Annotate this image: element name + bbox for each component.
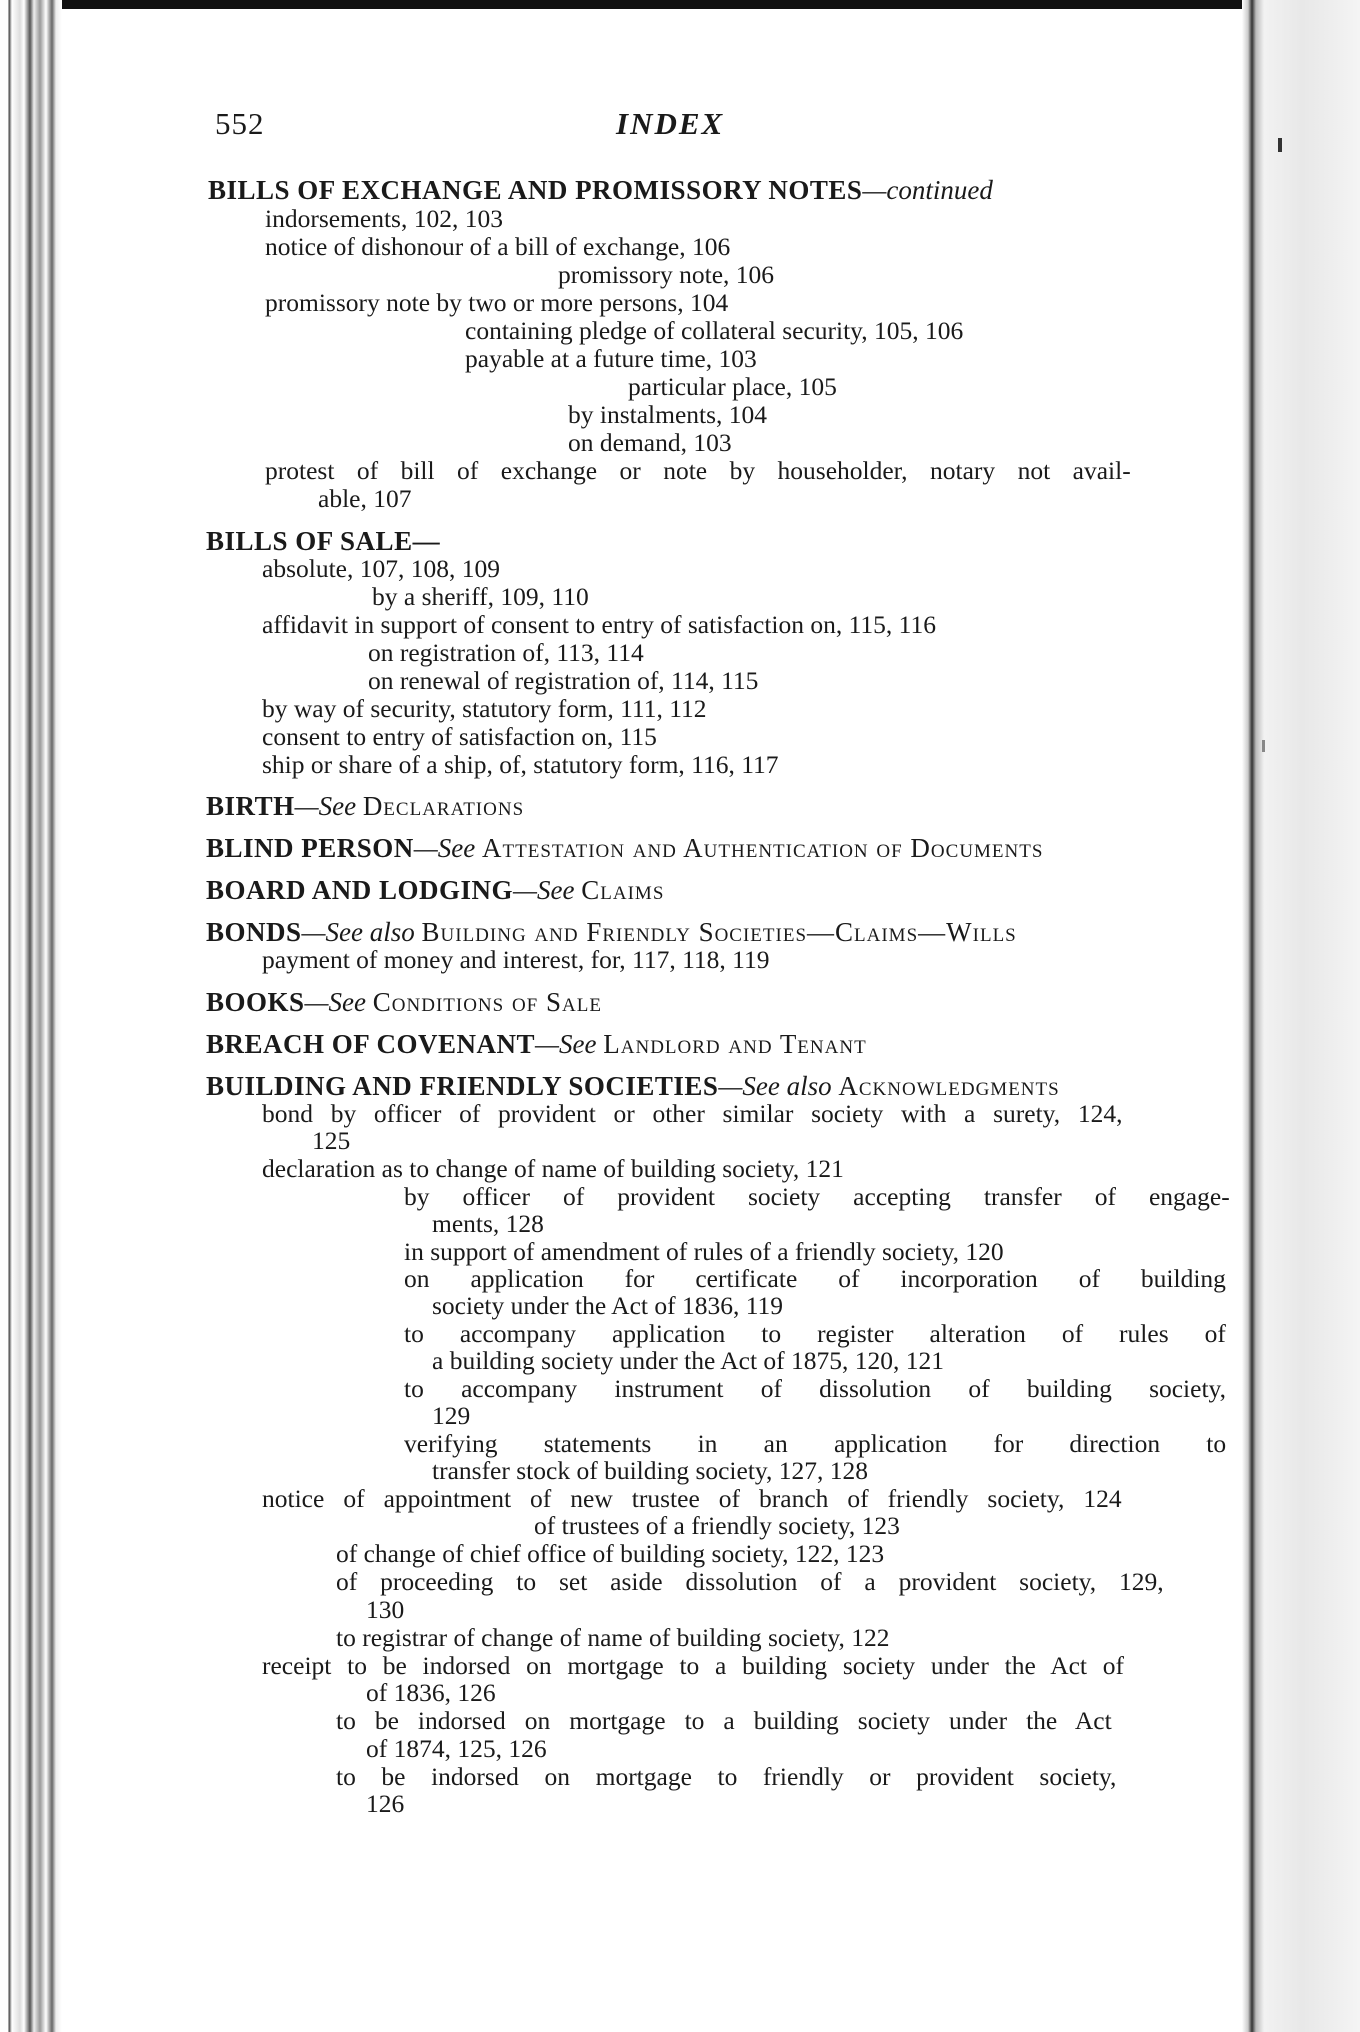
index-subentry: a building society under the Act of 1875, 120, 121: [432, 1346, 945, 1375]
index-subentry: in support of amendment of rules of a friendly society, 120: [404, 1237, 1004, 1266]
index-subentry: declaration as to change of name of building society, 121: [262, 1154, 844, 1183]
index-subentry: notice of appointment of new trustee of branch of friendly society, 124: [262, 1484, 1122, 1513]
index-subentry: 130: [366, 1595, 405, 1624]
index-subentry: payment of money and interest, for, 117, 118, 119: [262, 945, 770, 974]
index-subentry: on renewal of registration of, 114, 115: [368, 666, 759, 695]
index-subentry: to be indorsed on mortgage to friendly or provident society,: [336, 1762, 1117, 1791]
index-subentry: of proceeding to set aside dissolution of a provident society, 129,: [336, 1567, 1164, 1596]
index-heading: [206, 834, 1043, 862]
index-subentry: to accompany application to register alteration of rules of: [404, 1319, 1226, 1348]
index-subentry: on application for certificate of incorporation of building: [404, 1264, 1226, 1293]
index-subentry: indorsements, 102, 103: [265, 204, 503, 233]
index-heading: [206, 1030, 867, 1058]
index-subentry: absolute, 107, 108, 109: [262, 554, 500, 583]
index-subentry: containing pledge of collateral security, 105, 106: [465, 316, 964, 345]
index-heading: [206, 1072, 1060, 1100]
index-heading: [206, 918, 1017, 946]
index-subentry: of change of chief office of building society, 122, 123: [336, 1539, 885, 1568]
index-heading: [206, 876, 664, 904]
book-spine-edge: [0, 0, 62, 2032]
cross-reference-target: Attestation and Authentication of Documents: [482, 833, 1044, 863]
index-subentry: transfer stock of building society, 127, 128: [432, 1456, 869, 1485]
cross-reference-target: Acknowledgments: [838, 1071, 1060, 1101]
index-subentry: 129: [432, 1401, 471, 1430]
heading-term: BILLS OF SALE—: [206, 526, 441, 556]
index-subentry: receipt to be indorsed on mortgage to a building society under the Act of: [262, 1651, 1125, 1680]
cross-reference-label: —See: [513, 875, 582, 905]
index-subentry: promissory note, 106: [558, 260, 775, 289]
heading-term: BIRTH: [206, 791, 295, 821]
index-heading: [206, 527, 440, 555]
index-subentry: on demand, 103: [568, 428, 732, 457]
cross-reference-target: Conditions of Sale: [372, 987, 602, 1017]
index-subentry: ments, 128: [432, 1209, 544, 1238]
index-heading: [206, 988, 602, 1016]
index-subentry: consent to entry of satisfaction on, 115: [262, 722, 657, 751]
index-subentry: particular place, 105: [628, 372, 837, 401]
index-subentry: protest of bill of exchange or note by householder, notary not avail-: [265, 456, 1131, 485]
cross-reference-label: —See also: [301, 917, 422, 947]
page-number: 552: [215, 106, 265, 141]
running-head: INDEX: [616, 106, 725, 141]
index-subentry: able, 107: [318, 484, 412, 513]
cross-reference-label: —See: [294, 791, 363, 821]
cross-reference-target: Landlord and Tenant: [603, 1029, 867, 1059]
index-subentry: 125: [312, 1126, 351, 1155]
index-heading: [206, 792, 524, 820]
index-subentry: verifying statements in an application for direction to: [404, 1429, 1227, 1458]
heading-term: BLIND PERSON: [206, 833, 414, 863]
heading-term: BUILDING AND FRIENDLY SOCIETIES: [206, 1071, 719, 1101]
heading-term: BOOKS: [206, 987, 305, 1017]
cross-reference-label: —See: [413, 833, 483, 863]
index-subentry: by officer of provident society accepting transfer of engage-: [404, 1182, 1230, 1211]
cross-reference-target: Building and Friendly Societies—Claims—Wills: [421, 917, 1017, 947]
cross-reference-label: —See also: [718, 1071, 839, 1101]
index-subentry: to be indorsed on mortgage to a building society under the Act: [336, 1706, 1112, 1735]
index-subentry: bond by officer of provident or other similar society with a surety, 124,: [262, 1099, 1123, 1128]
index-subentry: to accompany instrument of dissolution of building society,: [404, 1374, 1227, 1403]
index-subentry: by way of security, statutory form, 111, 112: [262, 694, 707, 723]
index-subentry: of trustees of a friendly society, 123: [534, 1511, 900, 1540]
index-subentry: of 1836, 126: [366, 1678, 496, 1707]
index-subentry: notice of dishonour of a bill of exchange, 106: [265, 232, 731, 261]
index-subentry: society under the Act of 1836, 119: [432, 1291, 784, 1320]
index-subentry: affidavit in support of consent to entry of satisfaction on, 115, 116: [262, 610, 936, 639]
cross-reference-target: Claims: [581, 875, 665, 905]
heading-term: BOARD AND LODGING: [206, 875, 514, 905]
index-subentry: to registrar of change of name of building society, 122: [336, 1623, 890, 1652]
continued-note: —continued: [862, 175, 993, 205]
index-subentry: ship or share of a ship, of, statutory form, 116, 117: [262, 750, 779, 779]
index-subentry: payable at a future time, 103: [465, 344, 757, 373]
index-subentry: 126: [366, 1789, 405, 1818]
page-fore-edge: [1242, 0, 1360, 2032]
heading-term: BONDS: [206, 917, 302, 947]
index-subentry: promissory note by two or more persons, 104: [265, 288, 729, 317]
index-heading: [208, 176, 993, 204]
index-subentry: of 1874, 125, 126: [366, 1734, 547, 1763]
cross-reference-label: —See: [304, 987, 373, 1017]
index-subentry: by instalments, 104: [568, 400, 768, 429]
scan-top-edge: [0, 0, 1360, 9]
heading-term: BILLS OF EXCHANGE AND PROMISSORY NOTES: [208, 175, 863, 205]
cross-reference-target: Declarations: [362, 791, 525, 821]
index-subentry: on registration of, 113, 114: [368, 638, 644, 667]
index-subentry: by a sheriff, 109, 110: [372, 582, 589, 611]
cross-reference-label: —See: [535, 1029, 604, 1059]
heading-term: BREACH OF COVENANT: [206, 1029, 536, 1059]
